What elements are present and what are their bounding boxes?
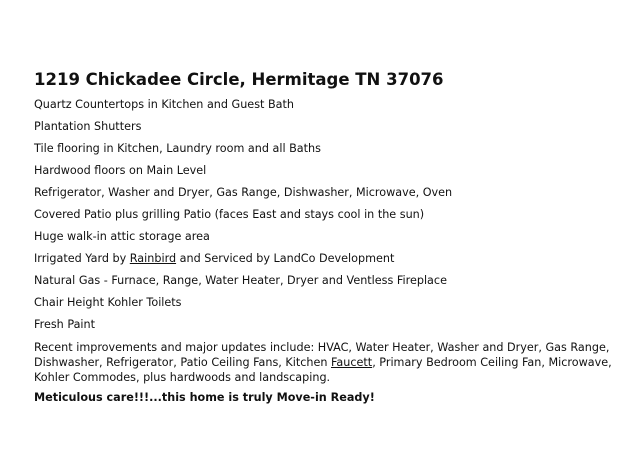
feature-line: Covered Patio plus grilling Patio (faces East and stays cool in the sun) bbox=[34, 208, 425, 221]
feature-line: Huge walk-in attic storage area bbox=[34, 230, 210, 243]
feature-line: Tile flooring in Kitchen, Laundry room and all Baths bbox=[34, 142, 321, 155]
improvements-text-before: Recent improvements and major updates include: HVAC, Water Heater, Washer and Dryer, Gas Range, Dishwasher, Refrigerator, Patio Ceiling Fans, Kitchen bbox=[34, 341, 610, 369]
improvements-paragraph bbox=[34, 340, 630, 385]
feature-line: Refrigerator, Washer and Dryer, Gas Range, Dishwasher, Microwave, Oven bbox=[34, 186, 453, 199]
feature-line: Quartz Countertops in Kitchen and Guest Bath bbox=[34, 98, 294, 111]
listing-document bbox=[34, 70, 630, 405]
feature-line: Chair Height Kohler Toilets bbox=[34, 296, 182, 309]
feature-line: Plantation Shutters bbox=[34, 120, 142, 133]
closing-statement: Meticulous care!!!...this home is truly Move-in Ready! bbox=[34, 391, 375, 404]
rainbird-text: Rainbird bbox=[129, 252, 177, 265]
improvements-text-after: , Primary Bedroom Ceiling Fan, Microwave, Kohler Commodes, plus hardwoods and landscaping. bbox=[34, 356, 612, 384]
irrigation-text-before: Irrigated Yard by bbox=[34, 252, 130, 265]
irrigation-text-after: and Serviced by LandCo Development bbox=[176, 252, 395, 265]
feature-line: Natural Gas - Furnace, Range, Water Heater, Dryer and Ventless Fireplace bbox=[34, 274, 447, 287]
feature-line: Fresh Paint bbox=[34, 318, 96, 331]
irrigation-line bbox=[34, 252, 630, 266]
feature-line: Hardwood floors on Main Level bbox=[34, 164, 207, 177]
listing-title: 1219 Chickadee Circle, Hermitage TN 37076 bbox=[34, 70, 444, 89]
faucett-text: Faucett bbox=[331, 356, 373, 369]
